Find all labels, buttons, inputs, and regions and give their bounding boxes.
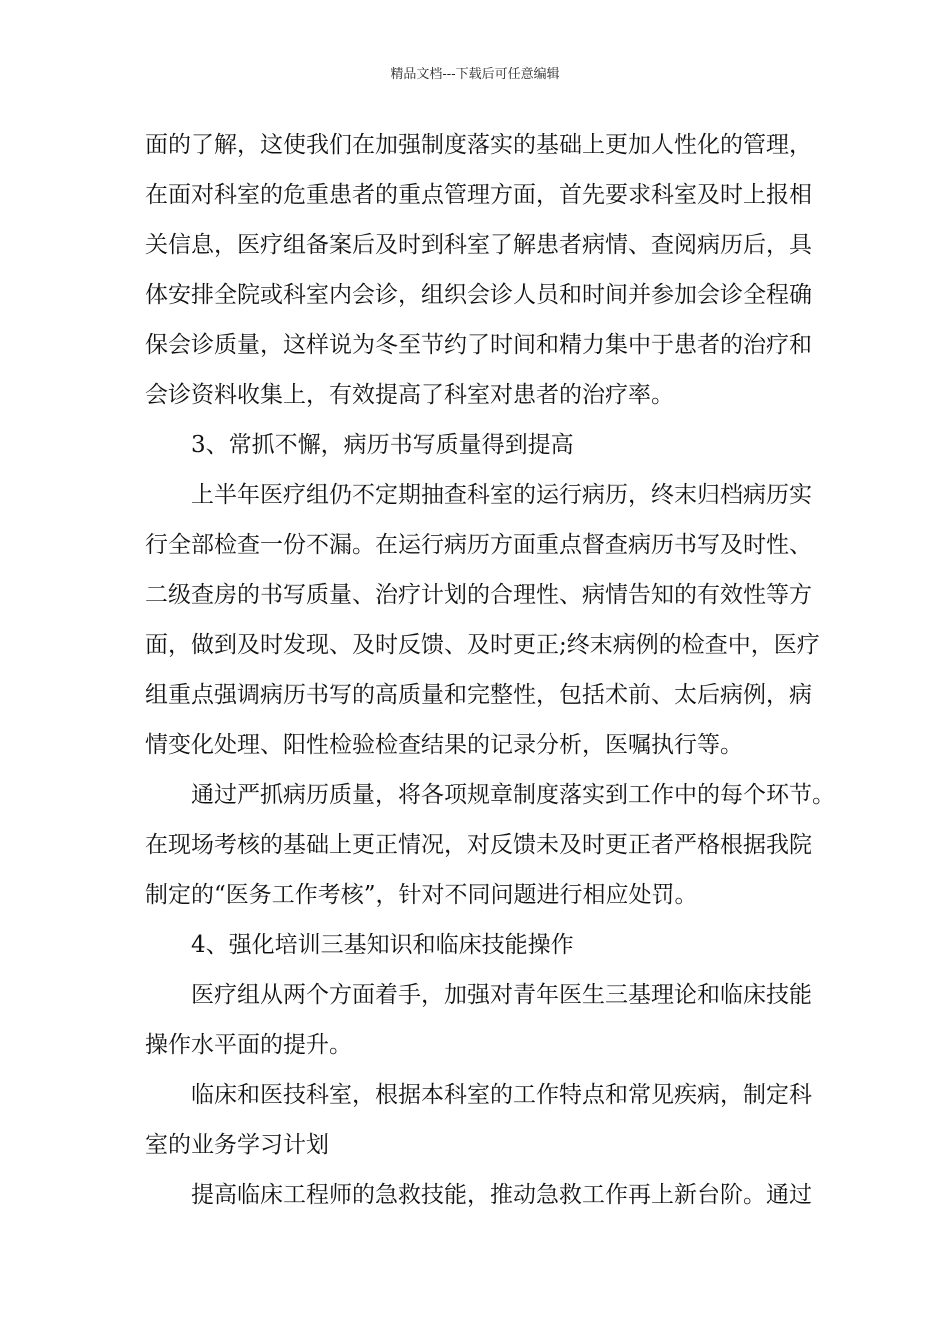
text-line: 面，做到及时发现、及时反馈、及时更正;终末病例的检查中，医疗 bbox=[145, 632, 820, 658]
section-heading-4: 4、强化培训三基知识和临床技能操作 bbox=[191, 932, 574, 958]
text-line: 提高临床工程师的急救技能，推动急救工作再上新台阶。通过 bbox=[191, 1182, 812, 1208]
text-line: 在面对科室的危重患者的重点管理方面，首先要求科室及时上报相 bbox=[145, 182, 812, 208]
document-body bbox=[145, 128, 835, 1228]
text-line: 情变化处理、阳性检验检查结果的记录分析，医嘱执行等。 bbox=[145, 732, 743, 758]
text-line: 组重点强调病历书写的高质量和完整性，包括术前、太后病例，病 bbox=[145, 682, 812, 708]
text-line: 会诊资料收集上，有效提高了科室对患者的治疗率。 bbox=[145, 382, 674, 408]
text-line: 医疗组从两个方面着手，加强对青年医生三基理论和临床技能 bbox=[191, 982, 812, 1008]
text-line: 在现场考核的基础上更正情况，对反馈未及时更正者严格根据我院 bbox=[145, 832, 812, 858]
text-line: 二级查房的书写质量、治疗计划的合理性、病情告知的有效性等方 bbox=[145, 582, 812, 608]
text-line: 通过严抓病历质量，将各项规章制度落实到工作中的每个环节。 bbox=[191, 782, 835, 808]
text-line: 面的了解，这使我们在加强制度落实的基础上更加人性化的管理， bbox=[145, 132, 812, 158]
text-line: 制定的“医务工作考核”，针对不同问题进行相应处罚。 bbox=[145, 882, 698, 908]
text-line: 上半年医疗组仍不定期抽查科室的运行病历，终末归档病历实 bbox=[191, 482, 812, 508]
section-heading-3: 3、常抓不懈，病历书写质量得到提高 bbox=[191, 432, 574, 458]
text-line: 保会诊质量，这样说为冬至节约了时间和精力集中于患者的治疗和 bbox=[145, 332, 812, 358]
page-header: 精品文档---下载后可任意编辑 bbox=[390, 67, 560, 82]
text-line: 室的业务学习计划 bbox=[145, 1132, 329, 1158]
text-line: 操作水平面的提升。 bbox=[145, 1032, 352, 1058]
text-line: 行全部检查一份不漏。在运行病历方面重点督查病历书写及时性、 bbox=[145, 532, 812, 558]
text-line: 关信息，医疗组备案后及时到科室了解患者病情、查阅病历后，具 bbox=[145, 232, 812, 258]
text-line: 临床和医技科室，根据本科室的工作特点和常见疾病，制定科 bbox=[191, 1082, 812, 1108]
text-line: 体安排全院或科室内会诊，组织会诊人员和时间并参加会诊全程确 bbox=[145, 282, 812, 308]
